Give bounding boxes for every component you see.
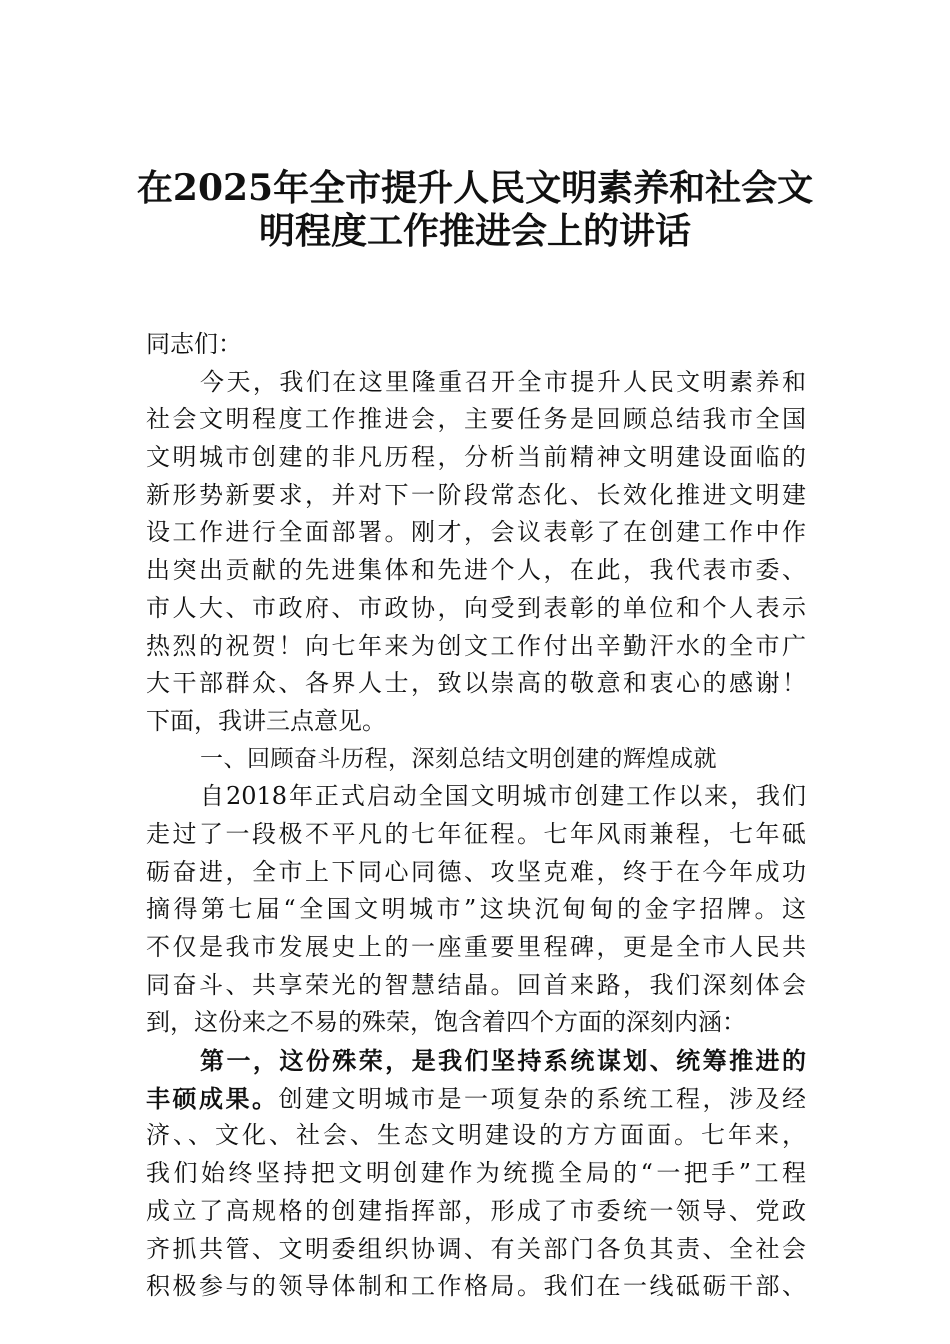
paragraph-1-line: 新形势新要求，并对下一阶段常态化、长效化推进文明建	[146, 480, 806, 509]
paragraph-2-line: 摘得第七届“全国文明城市”这块沉甸甸的金字招牌。这	[146, 895, 806, 924]
document-title-line-1: 在2025年全市提升人民文明素养和社会文	[136, 167, 814, 209]
paragraph-2-line: 不仅是我市发展史上的一座重要里程碑，更是全市人民共	[146, 933, 806, 961]
section-heading-1: 一、回顾奋斗历程，深刻总结文明创建的辉煌成就	[200, 745, 717, 772]
paragraph-3-line: 济、、文化、社会、生态文明建设的方方面面。七年来，	[146, 1121, 806, 1150]
paragraph-2-line: 同奋斗、共享荣光的智慧结晶。回首来路，我们深刻体会	[146, 970, 806, 999]
paragraph-3-line: 成立了高规格的创建指挥部，形成了市委统一领导、党政	[146, 1196, 806, 1225]
document-body	[146, 326, 806, 1306]
paragraph-1-line: 大干部群众、各界人士，致以崇高的敬意和衷心的感谢！	[146, 669, 806, 698]
paragraph-1-line: 设工作进行全面部署。刚才，会议表彰了在创建工作中作	[146, 518, 806, 547]
salutation: 同志们：	[146, 330, 242, 358]
paragraph-1-line: 下面，我讲三点意见。	[146, 706, 386, 735]
paragraph-3-text: 创建文明城市是一项复杂的系统工程，涉及经	[278, 1084, 806, 1113]
paragraph-1-line: 出突出贡献的先进集体和先进个人，在此，我代表市委、	[146, 556, 806, 585]
paragraph-1-line: 今天，我们在这里隆重召开全市提升人民文明素养和	[200, 367, 806, 396]
document-title-line-2: 明程度工作推进会上的讲话	[258, 210, 691, 252]
paragraph-1-line: 社会文明程度工作推进会，主要任务是回顾总结我市全国	[146, 405, 806, 434]
paragraph-3-mixed-line	[146, 1080, 806, 1118]
paragraph-3-bold-line: 第一，这份殊荣，是我们坚持系统谋划、统筹推进的	[200, 1046, 806, 1076]
paragraph-3-line: 齐抓共管、文明委组织协调、有关部门各负其责、全社会	[146, 1234, 806, 1263]
paragraph-2-line: 砺奋进，全市上下同心同德、攻坚克难，终于在今年成功	[146, 857, 806, 886]
paragraph-1-line: 市人大、市政府、市政协，向受到表彰的单位和个人表示	[146, 593, 806, 622]
paragraph-2-line: 到，这份来之不易的殊荣，饱含着四个方面的深刻内涵：	[146, 1008, 746, 1037]
paragraph-3-bold-lead: 丰硕成果。	[146, 1083, 279, 1113]
paragraph-1-line: 文明城市创建的非凡历程，分析当前精神文明建设面临的	[146, 443, 806, 472]
paragraph-1-line: 热烈的祝贺！向七年来为创文工作付出辛勤汗水的全市广	[146, 631, 806, 660]
paragraph-3-line: 积极参与的领导体制和工作格局。我们在一线砥砺干部、	[146, 1272, 806, 1301]
paragraph-3-line: 我们始终坚持把文明创建作为统揽全局的“一把手”工程	[146, 1159, 806, 1188]
paragraph-2-line: 走过了一段极不平凡的七年征程。七年风雨兼程，七年砥	[146, 819, 806, 848]
paragraph-2-line: 自2018年正式启动全国文明城市创建工作以来，我们	[200, 782, 806, 811]
